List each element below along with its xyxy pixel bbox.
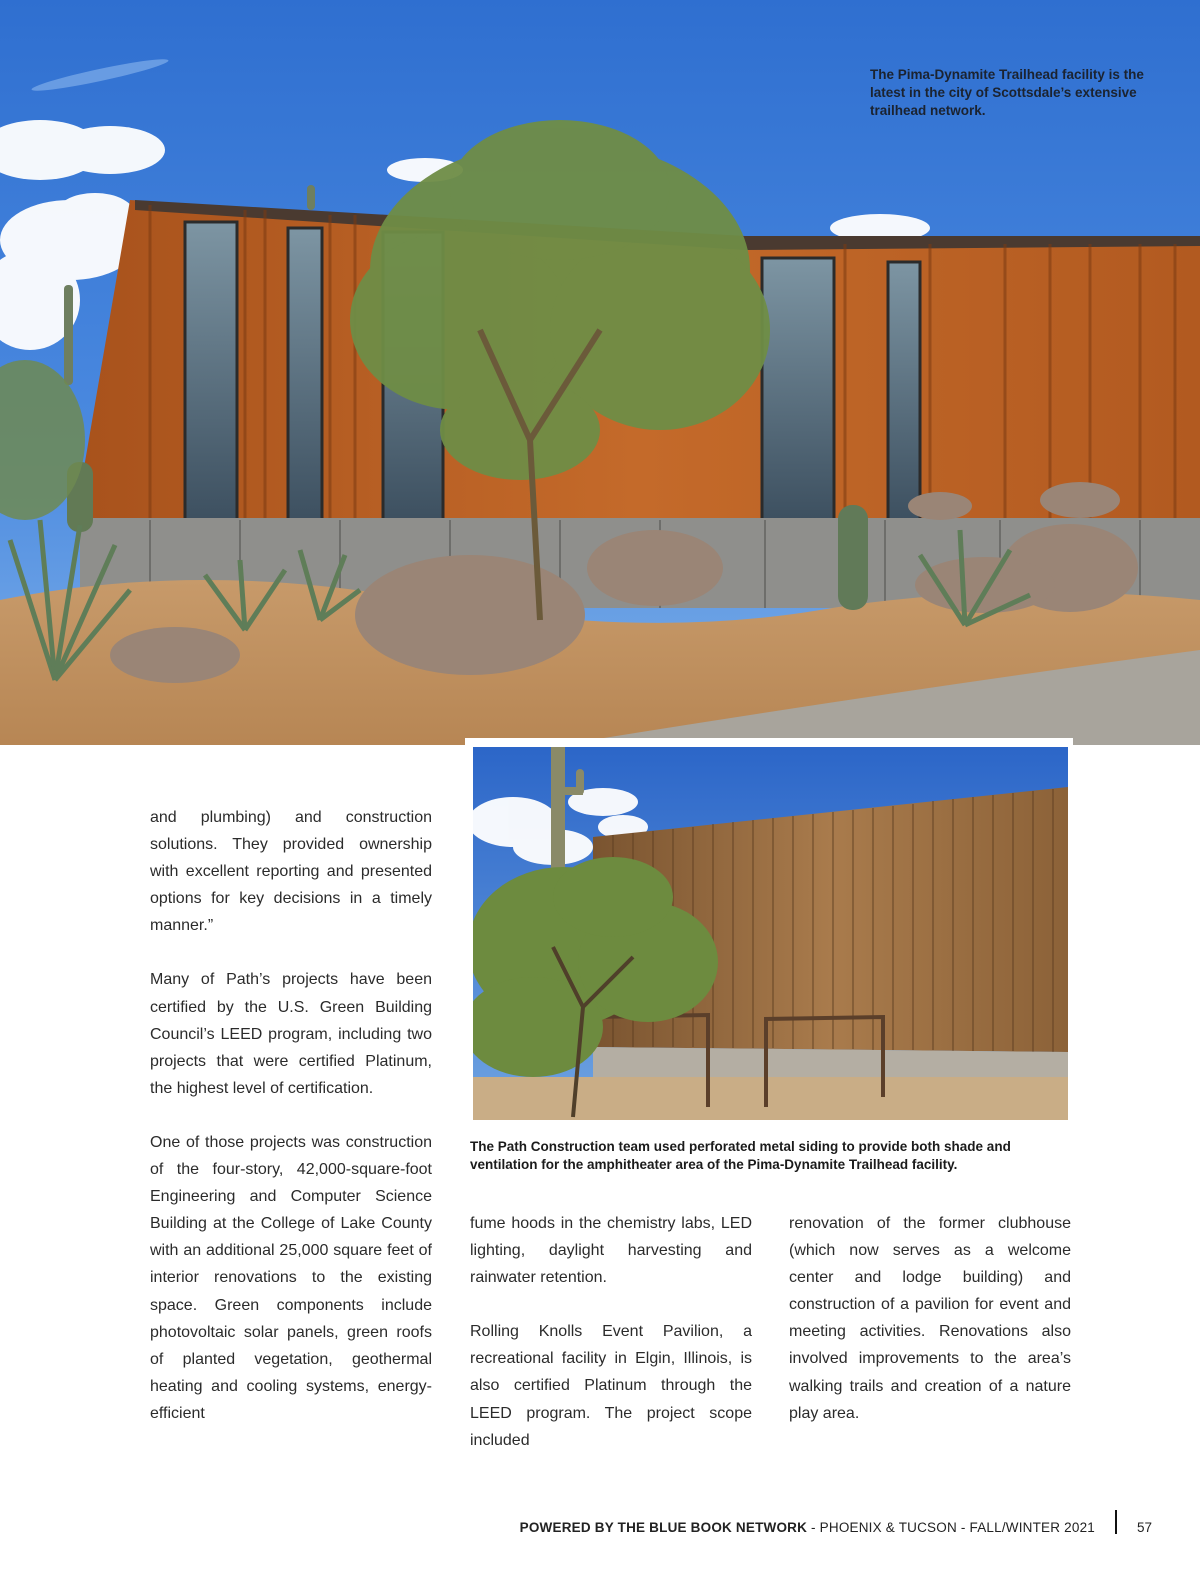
article-column-1 <box>150 804 432 1454</box>
paragraph: Rolling Knolls Event Pavilion, a recreational facility in Elgin, Illinois, is also certified Platinum through the LEED program. The project scope included <box>470 1323 752 1449</box>
footer-divider <box>1115 1510 1117 1534</box>
paragraph: renovation of the former clubhouse (which now serves as a welcome center and lodge building) and construction of a pavilion for event and meeting activities. Renovations also involved improvements to the area’s walking trails and creation of a nature play area. <box>789 1215 1071 1422</box>
article-column-2 <box>470 1210 752 1481</box>
inset-photo <box>473 747 1068 1120</box>
hero-photo <box>0 0 1200 745</box>
paragraph: and plumbing) and construction solutions. They provided ownership with excellent reporting and presented options for key decisions in a timely manner.” <box>150 809 432 935</box>
paragraph: fume hoods in the chemistry labs, LED lighting, daylight harvesting and rainwater retention. <box>470 1215 752 1287</box>
paragraph: One of those projects was construction of the four-story, 42,000-square-foot Engineering and Computer Science Building at the College of Lake County with an additional 25,000 square feet of interior renovations to the existing space. Green components include photovoltaic solar panels, green roofs of planted vegetation, geothermal heating and cooling systems, energy-efficient <box>150 1133 432 1422</box>
footer-brand: POWERED BY THE BLUE BOOK NETWORK <box>519 1520 808 1535</box>
page-footer <box>400 1520 1095 1535</box>
paragraph: Many of Path’s projects have been certified by the U.S. Green Building Council’s LEED program, including two projects that were certified Platinum, the highest level of certification. <box>150 971 432 1097</box>
footer-publication: - PHOENIX & TUCSON - FALL/WINTER 2021 <box>807 1520 1095 1535</box>
page-number: 57 <box>1137 1520 1153 1535</box>
hero-photo-caption: The Pima-Dynamite Trailhead facility is the latest in the city of Scottsdale’s extensive trailhead network. <box>870 67 1144 118</box>
article-column-3 <box>789 1210 1071 1454</box>
inset-photo-caption: The Path Construction team used perforated metal siding to provide both shade and ventilation for the amphitheater area of the Pima-Dynamite Trailhead facility. <box>470 1139 1011 1172</box>
